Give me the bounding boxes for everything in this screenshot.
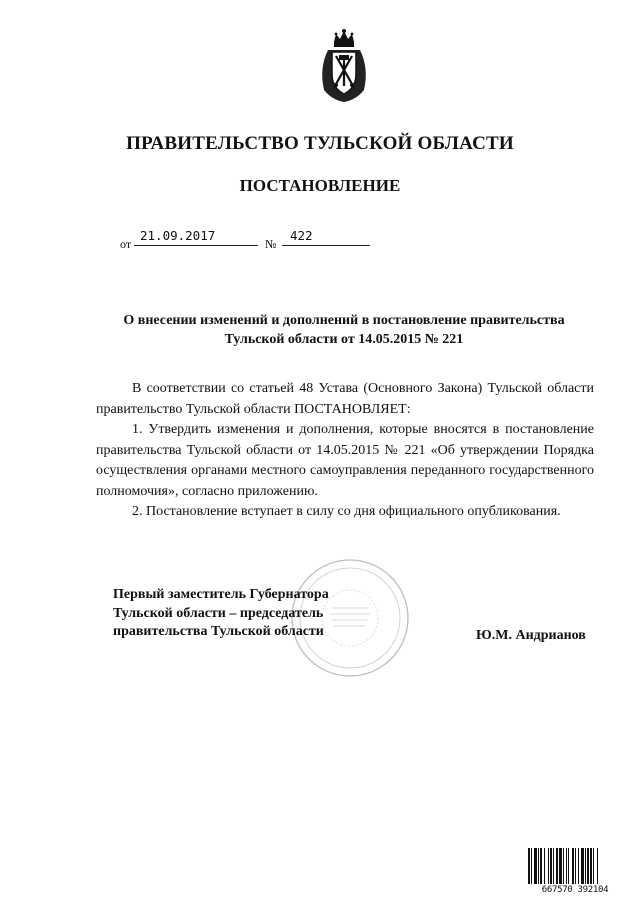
- heading-line-2: Тульской области от 14.05.2015 № 221: [224, 332, 464, 347]
- position-line-3: правительства Тульской области: [113, 624, 324, 639]
- document-heading: [96, 311, 592, 349]
- document-date: 21.09.2017: [140, 228, 216, 243]
- body-paragraph-1: 1. Утвердить изменения и дополнения, которые вносятся в постановление правительства Тульской области от 14.05.2015 № 221 «Об утверждении Порядка осуществления органами местного самоуправления переданного государственного полномочия», согласно приложению.: [96, 422, 594, 499]
- coat-of-arms-icon: [316, 28, 372, 104]
- document-body: [96, 379, 594, 523]
- signatory-name: Ю.М. Андрианов: [476, 628, 586, 643]
- position-line-1: Первый заместитель Губернатора: [113, 587, 329, 602]
- document-number: 422: [290, 228, 313, 243]
- number-underline: [282, 245, 370, 246]
- signatory-position: [113, 586, 329, 642]
- date-label: от: [120, 237, 132, 251]
- position-line-2: Тульской области – председатель: [113, 605, 324, 621]
- barcode-icon: [527, 848, 623, 888]
- barcode-number: 667570 392104: [541, 885, 609, 895]
- document-type: ПОСТАНОВЛЕНИЕ: [239, 176, 401, 195]
- number-label: №: [265, 237, 277, 251]
- government-name: ПРАВИТЕЛЬСТВО ТУЛЬСКОЙ ОБЛАСТИ: [126, 133, 514, 154]
- date-underline: [134, 245, 258, 246]
- body-paragraph-2: 2. Постановление вступает в силу со дня официального опубликования.: [132, 504, 561, 519]
- heading-line-1: О внесении изменений и дополнений в постановление правительства: [123, 313, 565, 328]
- body-paragraph-preamble: В соответствии со статьей 48 Устава (Основного Закона) Тульской области правительство Тульской области ПОСТАНОВЛЯЕТ:: [96, 381, 594, 417]
